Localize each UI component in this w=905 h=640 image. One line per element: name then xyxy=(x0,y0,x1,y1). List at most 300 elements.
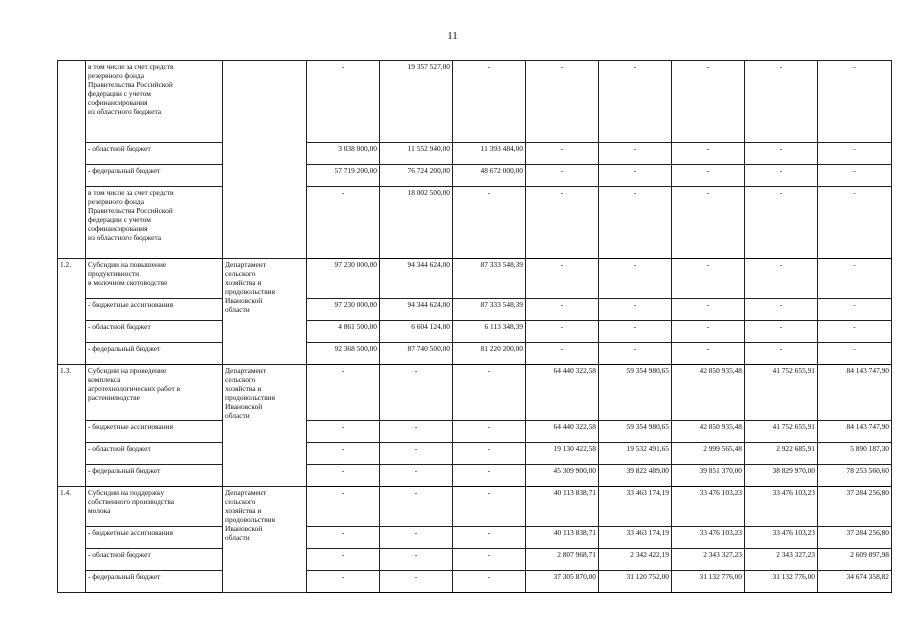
section-row-value-5-text: 59 354 980,65 xyxy=(626,422,669,431)
section-row-value-4-text: 40 113 838,71 xyxy=(553,488,596,497)
section-title xyxy=(86,487,223,527)
row-value-8-text: - xyxy=(853,144,856,153)
section-row-value-5 xyxy=(599,443,672,465)
row-value-8-text: - xyxy=(853,166,856,175)
section-row-value-5 xyxy=(599,365,672,421)
section-row-value-1 xyxy=(307,421,380,443)
section-title-text: Субсидии на проведение комплекса агротехнологических работ в растениеводстве xyxy=(88,366,181,403)
section-executor-text: Департамент сельского хозяйства и продовольствия Ивановской области xyxy=(225,260,276,315)
section-row-value-8-text: 37 284 256,80 xyxy=(846,528,889,537)
section-row-value-6 xyxy=(672,443,745,465)
table-row xyxy=(58,421,892,443)
section-row-value-3-text: 87 333 548,39 xyxy=(480,300,523,309)
section-index xyxy=(58,365,86,487)
section-executor-text: Департамент сельского хозяйства и продовольствия Ивановской области xyxy=(225,366,276,421)
section-row-value-5-text: 39 822 489,00 xyxy=(626,466,669,475)
row-value-5-text: - xyxy=(633,166,637,175)
section-row-value-6-text: - xyxy=(706,322,710,331)
section-row-value-2-text: - xyxy=(414,422,418,431)
section-title-text: Субсидии на повышение продуктивности в молочном скотоводстве xyxy=(88,260,168,288)
section-row-value-8 xyxy=(818,443,892,465)
row-value-2-text: 18 002 500,00 xyxy=(407,188,450,197)
section-row-value-2-text: - xyxy=(414,572,418,581)
section-row-value-4 xyxy=(526,571,599,593)
section-row-value-3 xyxy=(453,487,526,527)
section-row-value-8-text: 78 253 560,60 xyxy=(846,466,889,475)
section-row-value-1 xyxy=(307,527,380,549)
row-value-3-text: 11 393 484,00 xyxy=(480,144,523,153)
row-description-text: - областной бюджет xyxy=(88,144,151,153)
table-row xyxy=(58,343,892,365)
section-row-value-1-text: 4 861 500,00 xyxy=(338,322,377,331)
section-row-value-5-text: - xyxy=(633,260,637,269)
section-row-value-6 xyxy=(672,527,745,549)
budget-line-label xyxy=(86,443,223,465)
section-row-value-2-text: 6 604 124,00 xyxy=(411,322,450,331)
section-executor xyxy=(223,259,307,365)
section-row-value-3-text: - xyxy=(487,572,491,581)
section-row-value-6-text: - xyxy=(706,300,710,309)
section-row-value-2 xyxy=(380,365,453,421)
row-value-7-text: - xyxy=(779,188,783,197)
row-value-6 xyxy=(672,61,745,143)
section-row-value-2-text: 87 740 500,00 xyxy=(407,344,450,353)
section-row-value-6 xyxy=(672,549,745,571)
budget-line-label xyxy=(86,527,223,549)
section-row-value-6-text: 42 850 935,48 xyxy=(699,366,742,375)
row-value-2-text: 76 724 200,00 xyxy=(407,166,450,175)
section-index-text: 1.3. xyxy=(60,366,72,375)
section-row-value-2 xyxy=(380,549,453,571)
table-row xyxy=(58,365,892,421)
table-row xyxy=(58,487,892,527)
row-description xyxy=(86,143,223,165)
row-value-6 xyxy=(672,165,745,187)
table-row xyxy=(58,321,892,343)
section-row-value-6-text: 31 132 776,00 xyxy=(699,572,742,581)
row-value-8 xyxy=(818,187,892,259)
section-index-text: 1.2. xyxy=(60,260,72,269)
section-row-value-6 xyxy=(672,259,745,299)
row-value-4-text: - xyxy=(560,166,564,175)
row-value-5 xyxy=(599,187,672,259)
row-value-4-text: - xyxy=(560,62,564,71)
section-row-value-7 xyxy=(745,443,818,465)
table-row xyxy=(58,549,892,571)
section-row-value-1-text: 97 230 000,00 xyxy=(334,300,377,309)
section-row-value-1-text: - xyxy=(341,572,345,581)
row-value-4-text: - xyxy=(560,188,564,197)
section-row-value-4 xyxy=(526,321,599,343)
section-row-value-1 xyxy=(307,549,380,571)
section-row-value-4-text: 40 113 838,71 xyxy=(553,528,596,537)
section-row-value-2-text: - xyxy=(414,444,418,453)
section-row-value-7-text: 31 132 776,00 xyxy=(772,572,815,581)
section-row-value-3 xyxy=(453,259,526,299)
row-value-1-text: 57 719 200,00 xyxy=(334,166,377,175)
section-row-value-4 xyxy=(526,343,599,365)
section-row-value-1 xyxy=(307,443,380,465)
budget-line-label xyxy=(86,465,223,487)
section-row-value-7 xyxy=(745,527,818,549)
row-value-5 xyxy=(599,165,672,187)
table-row xyxy=(58,259,892,299)
section-row-value-7 xyxy=(745,343,818,365)
section-row-value-8-text: 5 890 187,30 xyxy=(850,444,889,453)
row-value-3-text: 48 672 000,00 xyxy=(480,166,523,175)
section-row-value-8 xyxy=(818,299,892,321)
section-row-value-8-text: - xyxy=(853,260,856,269)
section-row-value-3-text: - xyxy=(487,550,491,559)
row-value-5 xyxy=(599,61,672,143)
section-row-value-5-text: 59 354 980,65 xyxy=(626,366,669,375)
section-row-value-8 xyxy=(818,365,892,421)
section-row-value-5-text: 33 463 174,19 xyxy=(626,488,669,497)
row-value-7-text: - xyxy=(779,62,783,71)
section-row-value-8 xyxy=(818,465,892,487)
section-executor xyxy=(223,487,307,593)
section-row-value-3-text: 6 113 348,39 xyxy=(484,322,523,331)
row-description xyxy=(86,61,223,143)
section-row-value-7 xyxy=(745,421,818,443)
section-row-value-6 xyxy=(672,421,745,443)
row-value-4 xyxy=(526,143,599,165)
section-row-value-5 xyxy=(599,549,672,571)
budget-table xyxy=(57,60,892,593)
row-value-1-text: - xyxy=(341,62,345,71)
row-value-8-text: - xyxy=(853,188,856,197)
section-row-value-7 xyxy=(745,321,818,343)
row-value-3-text: - xyxy=(487,188,491,197)
section-executor xyxy=(223,365,307,487)
table-row xyxy=(58,571,892,593)
section-row-value-5-text: 2 342 422,19 xyxy=(630,550,669,559)
section-row-value-1 xyxy=(307,343,380,365)
row-value-5-text: - xyxy=(633,62,637,71)
row-value-6-text: - xyxy=(706,62,710,71)
row-value-7 xyxy=(745,61,818,143)
section-row-value-4-text: - xyxy=(560,344,564,353)
row-value-3 xyxy=(453,165,526,187)
row-value-3 xyxy=(453,187,526,259)
section-row-value-6-text: 2 999 565,48 xyxy=(703,444,742,453)
section-title xyxy=(86,259,223,299)
section-row-value-4 xyxy=(526,527,599,549)
row-value-1-text: - xyxy=(341,188,345,197)
section-row-value-2 xyxy=(380,487,453,527)
section-row-value-7 xyxy=(745,571,818,593)
section-row-value-2-text: - xyxy=(414,366,418,375)
section-row-value-1-text: - xyxy=(341,550,345,559)
section-row-value-8 xyxy=(818,421,892,443)
section-row-value-2 xyxy=(380,259,453,299)
section-row-value-1-text: - xyxy=(341,422,345,431)
section-row-value-6-text: 2 343 327,23 xyxy=(703,550,742,559)
section-row-value-3-text: - xyxy=(487,528,491,537)
section-row-value-7-text: 41 752 655,91 xyxy=(772,366,815,375)
section-row-value-5 xyxy=(599,465,672,487)
section-row-value-4-text: 64 440 322,58 xyxy=(553,422,596,431)
section-row-value-7-text: - xyxy=(779,322,783,331)
section-row-value-4 xyxy=(526,365,599,421)
section-row-value-5-text: - xyxy=(633,344,637,353)
section-row-value-3-text: - xyxy=(487,366,491,375)
section-row-value-7 xyxy=(745,365,818,421)
row-value-6-text: - xyxy=(706,166,710,175)
table-row xyxy=(58,527,892,549)
section-row-value-4 xyxy=(526,549,599,571)
section-row-value-1-text: 97 230 000,00 xyxy=(334,260,377,269)
section-row-value-5-text: 19 532 491,65 xyxy=(626,444,669,453)
budget-line-label xyxy=(86,299,223,321)
section-row-value-2-text: 94 344 624,00 xyxy=(407,300,450,309)
section-title-text: Субсидии на поддержку собственного производства молока xyxy=(88,488,175,516)
section-row-value-7-text: 41 752 655,91 xyxy=(772,422,815,431)
section-row-value-4 xyxy=(526,487,599,527)
section-row-value-8 xyxy=(818,343,892,365)
section-row-value-6 xyxy=(672,343,745,365)
section-row-value-5 xyxy=(599,421,672,443)
row-value-8 xyxy=(818,165,892,187)
section-row-value-6 xyxy=(672,465,745,487)
row-value-7-text: - xyxy=(779,166,783,175)
section-row-value-5 xyxy=(599,571,672,593)
row-value-2 xyxy=(380,143,453,165)
section-row-value-4-text: 19 130 422,58 xyxy=(553,444,596,453)
section-row-value-7-text: 33 476 103,23 xyxy=(772,528,815,537)
table-row xyxy=(58,443,892,465)
row-value-7 xyxy=(745,143,818,165)
section-row-value-4-text: 45 309 900,00 xyxy=(553,466,596,475)
row-value-2 xyxy=(380,165,453,187)
section-row-value-3 xyxy=(453,527,526,549)
row-value-6 xyxy=(672,143,745,165)
section-row-value-1 xyxy=(307,299,380,321)
section-row-value-5-text: 31 120 752,00 xyxy=(626,572,669,581)
section-row-value-7 xyxy=(745,549,818,571)
section-row-value-8 xyxy=(818,259,892,299)
section-row-value-7-text: - xyxy=(779,344,783,353)
row-description-text: в том числе за счет средств резервного фонда Правительства Российской федерации с учетом софинансирования из областного бюджета xyxy=(88,188,174,243)
section-row-value-4 xyxy=(526,443,599,465)
section-row-value-3 xyxy=(453,421,526,443)
section-row-value-5 xyxy=(599,299,672,321)
section-row-value-1 xyxy=(307,487,380,527)
row-executor-cell xyxy=(223,61,307,259)
section-row-value-5-text: - xyxy=(633,300,637,309)
row-description xyxy=(86,187,223,259)
section-row-value-5 xyxy=(599,343,672,365)
row-value-4 xyxy=(526,165,599,187)
section-row-value-1-text: - xyxy=(341,528,345,537)
section-row-value-7-text: - xyxy=(779,300,783,309)
budget-line-label-text: - федеральный бюджет xyxy=(88,344,161,353)
section-executor-text: Департамент сельского хозяйства и продовольствия Ивановской области xyxy=(225,488,276,543)
section-row-value-4 xyxy=(526,259,599,299)
section-row-value-8 xyxy=(818,527,892,549)
section-row-value-2-text: - xyxy=(414,550,418,559)
section-row-value-7 xyxy=(745,299,818,321)
budget-line-label-text: - федеральный бюджет xyxy=(88,466,161,475)
section-row-value-6-text: 33 476 103,23 xyxy=(699,488,742,497)
row-value-6 xyxy=(672,187,745,259)
section-row-value-4-text: 37 305 870,00 xyxy=(553,572,596,581)
section-row-value-5-text: - xyxy=(633,322,637,331)
page-number: 11 xyxy=(447,30,458,42)
row-value-7 xyxy=(745,187,818,259)
section-row-value-3 xyxy=(453,321,526,343)
section-row-value-3-text: 81 220 200,00 xyxy=(480,344,523,353)
row-value-3-text: - xyxy=(487,62,491,71)
row-value-4 xyxy=(526,187,599,259)
section-row-value-7-text: 2 343 327,23 xyxy=(776,550,815,559)
budget-line-label xyxy=(86,549,223,571)
section-row-value-7-text: 2 922 685,91 xyxy=(776,444,815,453)
section-row-value-6-text: 42 850 935,48 xyxy=(699,422,742,431)
section-row-value-1 xyxy=(307,365,380,421)
budget-line-label-text: - бюджетные ассигнования xyxy=(88,422,174,431)
row-value-7 xyxy=(745,165,818,187)
section-row-value-6-text: 39 851 370,00 xyxy=(699,466,742,475)
row-value-5-text: - xyxy=(633,188,637,197)
section-row-value-4-text: - xyxy=(560,300,564,309)
section-row-value-1-text: - xyxy=(341,488,345,497)
section-row-value-2 xyxy=(380,299,453,321)
row-value-7-text: - xyxy=(779,144,783,153)
section-row-value-2 xyxy=(380,443,453,465)
section-row-value-7-text: 38 829 970,00 xyxy=(772,466,815,475)
section-row-value-4-text: 64 440 322,58 xyxy=(553,366,596,375)
section-row-value-4-text: - xyxy=(560,322,564,331)
row-value-5-text: - xyxy=(633,144,637,153)
section-row-value-7-text: - xyxy=(779,260,783,269)
section-row-value-3-text: - xyxy=(487,422,491,431)
section-row-value-3 xyxy=(453,343,526,365)
section-row-value-6 xyxy=(672,487,745,527)
budget-line-label xyxy=(86,321,223,343)
section-row-value-3 xyxy=(453,365,526,421)
section-row-value-1-text: - xyxy=(341,444,345,453)
row-value-2 xyxy=(380,61,453,143)
section-row-value-6-text: - xyxy=(706,344,710,353)
table-row xyxy=(58,465,892,487)
section-row-value-1-text: - xyxy=(341,366,345,375)
row-value-2 xyxy=(380,187,453,259)
table-row xyxy=(58,61,892,143)
row-value-6-text: - xyxy=(706,188,710,197)
section-row-value-1-text: - xyxy=(341,466,345,475)
section-row-value-7 xyxy=(745,487,818,527)
section-row-value-8-text: 84 143 747,90 xyxy=(846,366,889,375)
section-row-value-4 xyxy=(526,299,599,321)
section-row-value-5 xyxy=(599,259,672,299)
section-row-value-6-text: - xyxy=(706,260,710,269)
budget-line-label-text: - областной бюджет xyxy=(88,444,151,453)
row-value-8-text: - xyxy=(853,62,856,71)
section-row-value-3 xyxy=(453,299,526,321)
row-value-1 xyxy=(307,187,380,259)
section-row-value-6 xyxy=(672,299,745,321)
row-value-6-text: - xyxy=(706,144,710,153)
row-description-text: в том числе за счет средств резервного фонда Правительства Российской федерации с учетом софинансирования из областного бюджета xyxy=(88,62,174,117)
section-row-value-5 xyxy=(599,321,672,343)
section-row-value-6 xyxy=(672,571,745,593)
section-index xyxy=(58,259,86,365)
row-value-8 xyxy=(818,61,892,143)
section-row-value-5 xyxy=(599,487,672,527)
budget-line-label-text: - федеральный бюджет xyxy=(88,572,161,581)
section-row-value-3-text: - xyxy=(487,488,491,497)
row-value-4-text: - xyxy=(560,144,564,153)
row-value-8 xyxy=(818,143,892,165)
row-value-1-text: 3 038 000,00 xyxy=(338,144,377,153)
section-row-value-8-text: 37 284 256,80 xyxy=(846,488,889,497)
section-row-value-6 xyxy=(672,365,745,421)
row-value-3 xyxy=(453,143,526,165)
section-row-value-2 xyxy=(380,527,453,549)
section-row-value-1 xyxy=(307,465,380,487)
section-row-value-7 xyxy=(745,465,818,487)
section-row-value-5-text: 33 463 174,19 xyxy=(626,528,669,537)
section-row-value-3-text: - xyxy=(487,466,491,475)
row-value-1 xyxy=(307,165,380,187)
section-row-value-8 xyxy=(818,549,892,571)
section-row-value-8-text: - xyxy=(853,344,856,353)
section-row-value-2 xyxy=(380,465,453,487)
budget-line-label xyxy=(86,343,223,365)
table-row xyxy=(58,165,892,187)
section-row-value-2-text: - xyxy=(414,528,418,537)
section-row-value-7-text: 33 476 103,23 xyxy=(772,488,815,497)
section-row-value-2-text: - xyxy=(414,488,418,497)
table-row xyxy=(58,187,892,259)
budget-line-label-text: - бюджетные ассигнования xyxy=(88,300,174,309)
section-row-value-8-text: 2 609 897,98 xyxy=(850,550,889,559)
section-row-value-8 xyxy=(818,487,892,527)
budget-line-label xyxy=(86,421,223,443)
section-row-value-5 xyxy=(599,527,672,549)
row-index-cell xyxy=(58,61,86,259)
section-row-value-2 xyxy=(380,321,453,343)
budget-line-label-text: - бюджетные ассигнования xyxy=(88,528,174,537)
budget-line-label xyxy=(86,571,223,593)
budget-line-label-text: - областной бюджет xyxy=(88,550,151,559)
section-index-text: 1.4. xyxy=(60,488,72,497)
row-description-text: - федеральный бюджет xyxy=(88,166,161,175)
section-row-value-3 xyxy=(453,571,526,593)
section-row-value-4-text: 2 807 968,71 xyxy=(557,550,596,559)
section-row-value-3 xyxy=(453,443,526,465)
section-row-value-8-text: - xyxy=(853,300,856,309)
section-row-value-8-text: 84 143 747,90 xyxy=(846,422,889,431)
section-row-value-1 xyxy=(307,259,380,299)
section-row-value-8 xyxy=(818,571,892,593)
row-value-4 xyxy=(526,61,599,143)
row-value-5 xyxy=(599,143,672,165)
section-row-value-8-text: - xyxy=(853,322,856,331)
section-row-value-1-text: 92 368 500,00 xyxy=(334,344,377,353)
section-row-value-2 xyxy=(380,421,453,443)
row-value-2-text: 19 357 527,00 xyxy=(407,62,450,71)
section-row-value-4 xyxy=(526,421,599,443)
section-row-value-6 xyxy=(672,321,745,343)
section-row-value-3 xyxy=(453,465,526,487)
section-row-value-8 xyxy=(818,321,892,343)
section-row-value-3-text: - xyxy=(487,444,491,453)
section-row-value-2 xyxy=(380,571,453,593)
section-index xyxy=(58,487,86,593)
budget-line-label-text: - областной бюджет xyxy=(88,322,151,331)
